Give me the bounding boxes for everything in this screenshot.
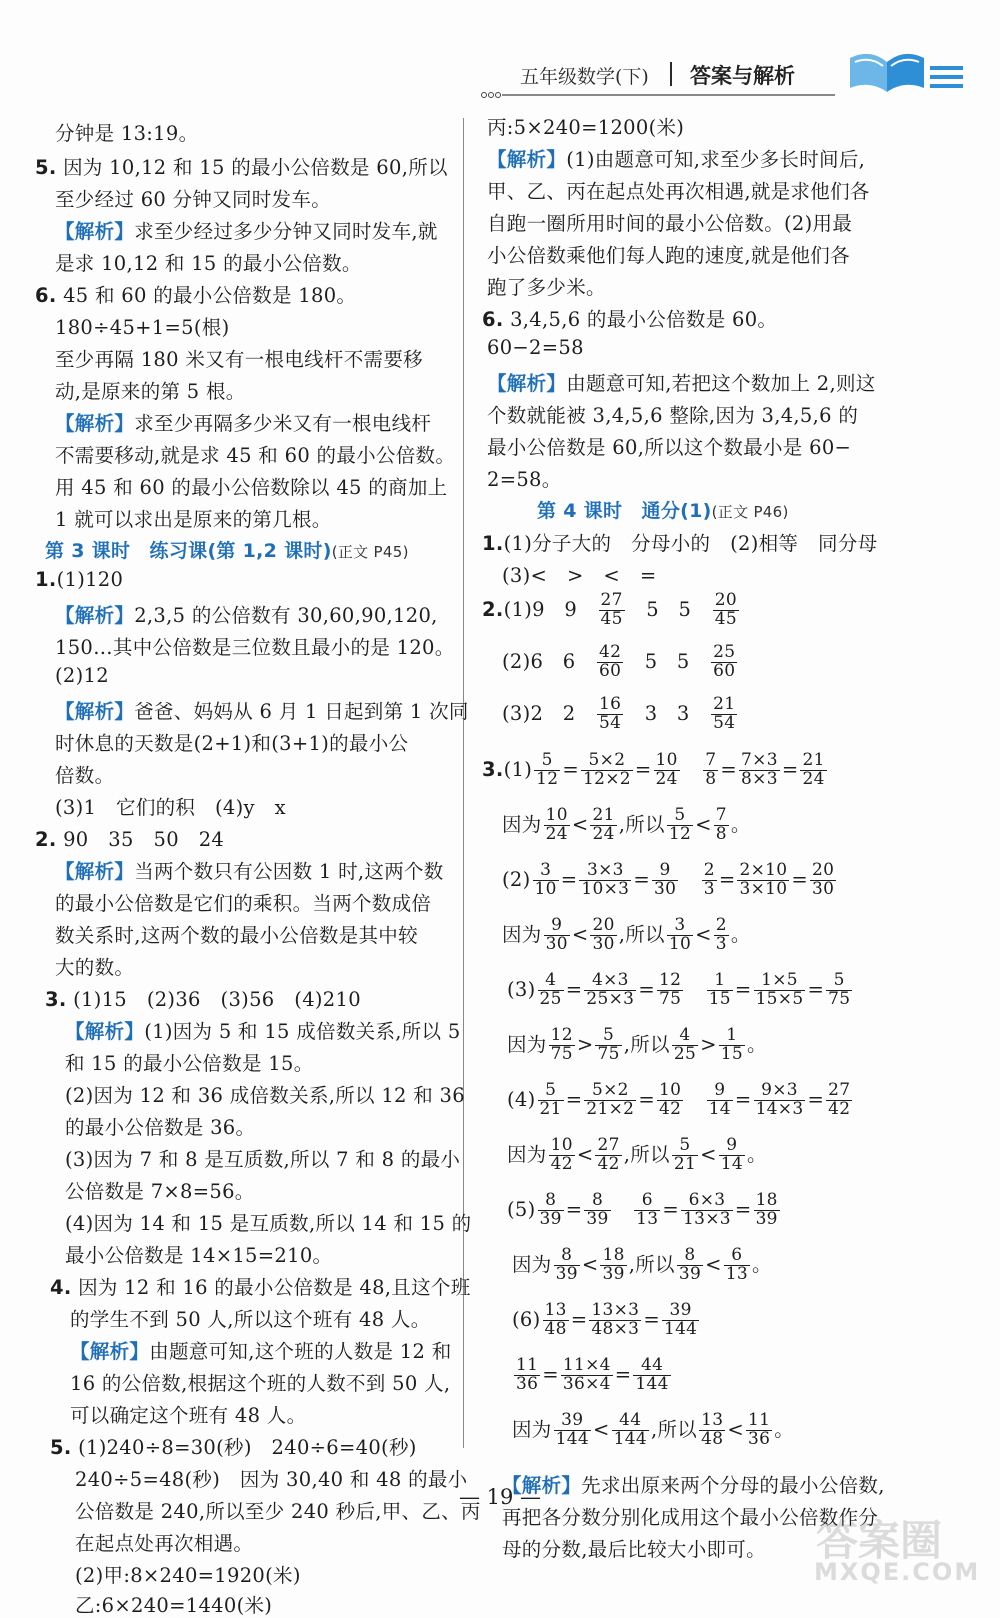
text-line: 动,是原来的第 5 根。 xyxy=(55,380,246,403)
answer-3-part-5: (5) $\frac{8}{39}$ = $\frac{8}{39}$ $\frac{6}{13}$ = $\frac{6\times 3}{13\times 3}$ = $\frac{18}{39}$ xyxy=(507,1190,778,1229)
answer-6: 6. 3,4,5,6 的最小公倍数是 60。 xyxy=(482,308,778,331)
equation-line: $\frac{11}{36}$ = $\frac{11\times 4}{36\times 4}$ = $\frac{44}{144}$ xyxy=(516,1355,669,1394)
fraction: $\frac{42}{60}$ xyxy=(598,642,622,681)
fraction: $\frac{16}{54}$ xyxy=(598,694,622,733)
analysis: 【解析】求至少再隔多少米又有一根电线杆 xyxy=(55,412,432,435)
answer-1: 1.(1)120 xyxy=(35,568,124,591)
answer-5: 5. 因为 10,12 和 15 的最小公倍数是 60,所以 xyxy=(35,156,448,179)
text-line: 的学生不到 50 人,所以这个班有 48 人。 xyxy=(70,1308,431,1331)
text-line: 公倍数是 7×8=56。 xyxy=(65,1180,255,1203)
answer-3-part-2: (2) $\frac{3}{10}$ = $\frac{3\times 3}{10\times 3}$ = $\frac{9}{30}$ $\frac{2}{3}$ = $\frac{2\times 10}{3\times 10}$ = $\frac{20}{30}$ xyxy=(502,860,835,899)
compare-line: 因为 $\frac{10}{24}$ < $\frac{21}{24}$ ,所以 $\frac{5}{12}$ < $\frac{7}{8}$ 。 xyxy=(502,805,751,844)
analysis: 【解析】求至少经过多少分钟又同时发车,就 xyxy=(55,220,438,243)
fraction: $\frac{25}{60}$ xyxy=(713,642,736,681)
text-line: 分钟是 13:19。 xyxy=(55,122,199,145)
text-line: (4)因为 14 和 15 是互质数,所以 14 和 15 的 xyxy=(65,1212,472,1235)
watermark-logo xyxy=(810,1508,990,1596)
answer-6: 6. 45 和 60 的最小公倍数是 180。 xyxy=(35,284,357,307)
analysis: 【解析】由题意可知,这个班的人数是 12 和 xyxy=(70,1340,452,1363)
text-line: 数关系时,这两个数的最小公倍数是其中较 xyxy=(55,924,418,947)
answer-2-row-2: (2)6 6 $\frac{42}{60}$ 5 5 $\frac{25}{60}$ xyxy=(502,642,736,681)
text-line: 180÷45+1=5(根) xyxy=(55,316,230,339)
dotted-rule xyxy=(480,90,840,100)
analysis: 【解析】先求出原来两个分母的最小公倍数, xyxy=(502,1474,885,1497)
analysis: 【解析】(1)因为 5 和 15 成倍数关系,所以 5 xyxy=(65,1020,461,1043)
compare-line: 因为 $\frac{39}{144}$ < $\frac{44}{144}$ ,所以 $\frac{13}{48}$ < $\frac{11}{36}$ 。 xyxy=(512,1410,794,1449)
text-line: 的最小公倍数是它们的乘积。当两个数成倍 xyxy=(55,892,432,915)
analysis: 【解析】由题意可知,若把这个数加上 2,则这 xyxy=(487,372,876,395)
fraction: $\frac{21}{54}$ xyxy=(713,694,736,733)
page-number: — 19 — xyxy=(458,1485,542,1509)
text-line: (3)因为 7 和 8 是互质数,所以 7 和 8 的最小 xyxy=(65,1148,461,1171)
text-line: 是求 10,12 和 15 的最小公倍数。 xyxy=(55,252,362,275)
text-line: 60−2=58 xyxy=(487,336,584,359)
book-subject: 五年级数学(下) xyxy=(520,66,649,88)
page-header xyxy=(480,60,970,110)
analysis: 【解析】爸爸、妈妈从 6 月 1 日起到第 1 次同 xyxy=(55,700,469,723)
answer-4: 4. 因为 12 和 16 的最小公倍数是 48,且这个班 xyxy=(50,1276,471,1299)
answer-1: 1.(1)分子大的 分母小的 (2)相等 同分母 xyxy=(482,532,878,555)
text-line: 自跑一圈所用时间的最小公倍数。(2)用最 xyxy=(487,212,853,235)
fraction: $\frac{20}{45}$ xyxy=(714,590,737,629)
text-line: 用 45 和 60 的最小公倍数除以 45 的商加上 xyxy=(55,476,448,499)
text-line: 甲、乙、丙在起点处再次相遇,就是求他们各 xyxy=(487,180,870,203)
compare-line: 因为 $\frac{9}{30}$ < $\frac{20}{30}$ ,所以 $\frac{3}{10}$ < $\frac{2}{3}$ 。 xyxy=(502,915,751,954)
answer-2-row-1: 2.(1)9 9 $\frac{27}{45}$ 5 5 $\frac{20}{45}$ xyxy=(482,590,737,629)
text-line: 乙:6×240=1440(米) xyxy=(75,1594,273,1617)
answer-3-part-1: 3.(1) $\frac{5}{12}$ = $\frac{5\times 2}{12\times 2}$ = $\frac{10}{24}$ $\frac{7}{8}$ = $\frac{7\times 3}{8\times 3}$ = $\frac{21}{24}$ xyxy=(482,750,825,789)
text-line: 倍数。 xyxy=(55,764,115,787)
text-line: (3)1 它们的积 (4)y x xyxy=(55,796,286,819)
analysis: 【解析】2,3,5 的公倍数有 30,60,90,120, xyxy=(55,604,438,627)
header-title: 答案与解析 xyxy=(690,63,795,88)
column-divider xyxy=(463,118,464,1448)
watermark-logo-text: 答案圈 xyxy=(816,1516,943,1565)
text-line: 至少经过 60 分钟又同时发车。 xyxy=(55,188,332,211)
text-line: 个数就能被 3,4,5,6 整除,因为 3,4,5,6 的 xyxy=(487,404,859,427)
text-line: (3)< > < = xyxy=(502,564,657,587)
text-line: 240÷5=48(秒) 因为 30,40 和 48 的最小 xyxy=(75,1468,468,1491)
text-line: 16 的公倍数,根据这个班的人数不到 50 人, xyxy=(70,1372,451,1395)
text-line: (2)因为 12 和 36 成倍数关系,所以 12 和 36 xyxy=(65,1084,465,1107)
text-line: 至少再隔 180 米又有一根电线杆不需要移 xyxy=(55,348,423,371)
answer-2: 2. 90 35 50 24 xyxy=(35,828,225,851)
text-line: 跑了多少米。 xyxy=(487,276,606,299)
text-line: 最小公倍数是 60,所以这个数最小是 60− xyxy=(487,436,852,459)
text-line: 可以确定这个班有 48 人。 xyxy=(70,1404,307,1427)
compare-line: 因为 $\frac{8}{39}$ < $\frac{18}{39}$ ,所以 $\frac{8}{39}$ < $\frac{6}{13}$ 。 xyxy=(512,1245,772,1284)
answer-3-part-4: (4) $\frac{5}{21}$ = $\frac{5\times 2}{21\times 2}$ = $\frac{10}{42}$ $\frac{9}{14}$ = $\frac{9\times 3}{14\times 3}$ = $\frac{27}{42}$ xyxy=(507,1080,851,1119)
text-line: (2)甲:8×240=1920(米) xyxy=(75,1564,301,1587)
text-line: 2=58。 xyxy=(487,468,562,491)
answer-5b: 5. (1)240÷8=30(秒) 240÷6=40(秒) xyxy=(50,1436,417,1459)
text-line: 在起点处再次相遇。 xyxy=(75,1532,254,1555)
section-heading-lesson-4: 第 4 课时 通分(1)(正文 P46) xyxy=(537,500,789,522)
text-line: 和 15 的最小公倍数是 15。 xyxy=(65,1052,314,1075)
compare-line: 因为 $\frac{10}{42}$ < $\frac{27}{42}$ ,所以 $\frac{5}{21}$ < $\frac{9}{14}$ 。 xyxy=(507,1135,767,1174)
answer-3-part-3: (3) $\frac{4}{25}$ = $\frac{4\times 3}{25\times 3}$ = $\frac{12}{75}$ $\frac{1}{15}$ = $\frac{1\times 5}{15\times 5}$ = $\frac{5}{75}$ xyxy=(507,970,851,1009)
text-line: 大的数。 xyxy=(55,956,135,979)
text-line: 再把各分数分别化成用这个最小公倍数作分 xyxy=(502,1506,879,1529)
text-line: 的最小公倍数是 36。 xyxy=(65,1116,256,1139)
text-line: 丙:5×240=1200(米) xyxy=(487,116,685,139)
text-line: 小公倍数乘他们每人跑的速度,就是他们各 xyxy=(487,244,850,267)
analysis: 【解析】当两个数只有公因数 1 时,这两个数 xyxy=(55,860,444,883)
compare-line: 因为 $\frac{12}{75}$ > $\frac{5}{75}$ ,所以 $\frac{4}{25}$ > $\frac{1}{15}$ 。 xyxy=(507,1025,767,1064)
text-line: (2)12 xyxy=(55,664,109,687)
watermark-url: MXQE.COM xyxy=(814,1558,981,1586)
section-heading-lesson-3: 第 3 课时 练习课(第 1,2 课时)(正文 P45) xyxy=(45,540,409,562)
fraction: $\frac{27}{45}$ xyxy=(600,590,623,629)
text-line: 150…其中公倍数是三位数且最小的是 120。 xyxy=(55,636,455,659)
text-line: 母的分数,最后比较大小即可。 xyxy=(502,1538,766,1561)
answer-2-row-3: (3)2 2 $\frac{16}{54}$ 3 3 $\frac{21}{54}$ xyxy=(502,694,736,733)
answer-3-part-6: (6) $\frac{13}{48}$ = $\frac{13\times 3}{48\times 3}$ = $\frac{39}{144}$ xyxy=(512,1300,698,1339)
analysis: 【解析】(1)由题意可知,求至少多长时间后, xyxy=(487,148,866,171)
book-logo-icon xyxy=(845,48,965,98)
header-divider xyxy=(670,62,672,86)
answer-3: 3. (1)15 (2)36 (3)56 (4)210 xyxy=(45,988,361,1011)
text-line: 1 就可以求出是原来的第几根。 xyxy=(55,508,332,531)
text-line: 时休息的天数是(2+1)和(3+1)的最小公 xyxy=(55,732,409,755)
text-line: 最小公倍数是 14×15=210。 xyxy=(65,1244,333,1267)
text-line: 不需要移动,就是求 45 和 60 的最小公倍数。 xyxy=(55,444,456,467)
text-line: 公倍数是 240,所以至少 240 秒后,甲、乙、丙 xyxy=(75,1500,481,1523)
